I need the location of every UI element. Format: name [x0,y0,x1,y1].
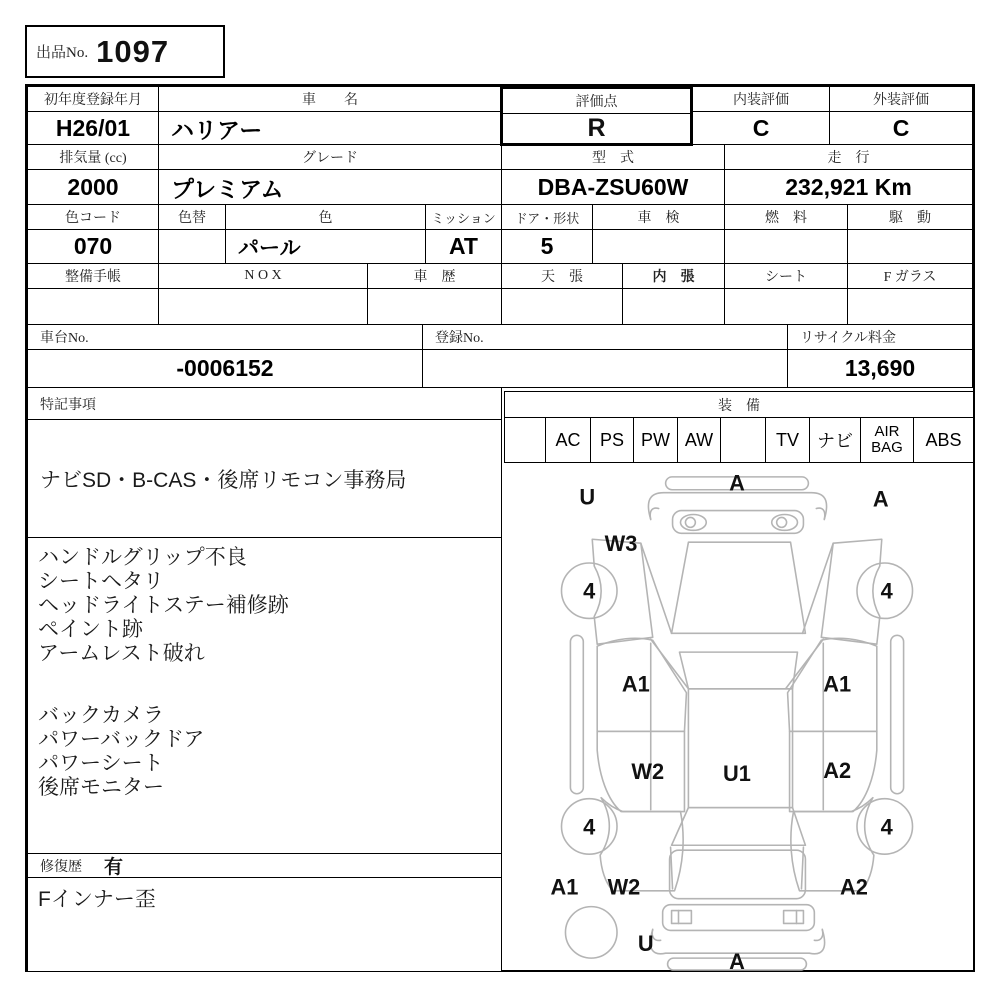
car-damage-diagram [502,463,973,972]
grade-header: グレード [158,144,502,170]
damage-label-wheel-fr: 4 [880,578,893,604]
special-notes-line1: ナビSD・B-CAS・後席リモコン事務局 [27,419,502,538]
fuel-value [724,229,848,264]
nox-value [158,288,368,325]
damage-label-front-left-u: U [579,484,596,510]
doors-header: ドア・形状 [501,204,593,230]
equipment-cell-abs: ABS [913,417,974,463]
damage-label-rear-a: A [729,949,745,972]
issue-item: シートヘタリ [38,570,164,593]
grade-value: プレミアム [158,169,502,205]
reg-no-value [422,349,788,388]
history-header: 車 歴 [367,263,502,289]
right-sill [891,635,904,793]
repair-history-value: 有 [104,857,124,878]
left-sill [570,635,583,793]
model-code-value: DBA-ZSU60W [501,169,725,205]
auction-score-box [500,86,693,146]
drive-value [847,229,973,264]
equipment-cell-sr [504,417,546,463]
doors-value: 5 [501,229,593,264]
damage-label-fender-w3: W3 [604,531,638,557]
service-book-header: 整備手帳 [27,263,159,289]
door-trim-value [622,288,725,325]
equipment-cell-airbag: AIR BAG [860,417,914,463]
damage-label-rear-left-w2: W2 [607,874,641,900]
issue-item: ヘッドライトステー補修跡 [38,594,289,617]
seat-value [724,288,848,325]
inspection-header: 車 検 [592,204,725,230]
front-roof [679,652,797,689]
special-notes-list [27,537,502,854]
model-code-header: 型 式 [501,144,725,170]
headlight-right [772,514,798,530]
damage-label-rear-left-a1: A1 [550,874,579,900]
damage-label-wheel-rr: 4 [880,814,893,840]
notes-spacer [38,666,491,704]
first-reg-value: H26/01 [27,111,159,146]
interior-grade-value: C [691,111,831,146]
lot-number-box [25,25,225,78]
color-change-value [158,229,226,264]
mileage-header: 走 行 [724,144,973,170]
repair-history-row [27,853,502,878]
interior-grade-header: 内装評価 [691,86,831,112]
drive-header: 駆 動 [847,204,973,230]
seat-header: シート [724,263,848,289]
lot-number-label: 出品No. [36,45,89,61]
displacement-value: 2000 [27,169,159,205]
damage-label-rear-right-a2: A2 [840,874,868,900]
score-header: 評価点 [503,89,690,114]
issue-item: パワーシート [38,752,164,775]
fuel-header: 燃 料 [724,204,848,230]
rear-hatch [670,850,806,899]
roof-panel [688,689,792,808]
damage-label-right-rear-a2: A2 [823,757,852,783]
equipment-cell-ps: PS [590,417,634,463]
damage-label-wheel-rl: 4 [583,814,596,840]
equipment-cell-pw: PW [633,417,678,463]
headliner-header: 天 張 [501,263,623,289]
issue-item: 後席モニター [38,776,164,799]
repair-history-label: 修復歴 [40,859,82,875]
damage-label-roof-u1: U1 [723,760,751,786]
transmission-header: ミッション [425,204,502,230]
chassis-no-header: 車台No. [27,324,423,350]
issue-item: バックカメラ [38,704,164,727]
exterior-grade-header: 外装評価 [829,86,973,112]
transmission-value: AT [425,229,502,264]
history-value [367,288,502,325]
chassis-no-value: -0006152 [27,349,423,388]
taillight-right [784,911,804,924]
nox-header: N O X [158,263,368,289]
headliner-value [501,288,623,325]
equipment-cell-ac: AC [545,417,591,463]
issue-item: パワーバックドア [38,728,205,751]
spare-wheel [565,907,617,958]
first-reg-header: 初年度登録年月 [27,86,159,112]
equipment-cell-leather [720,417,766,463]
color-change-header: 色替 [158,204,226,230]
lot-number-value: 1097 [96,33,170,69]
spec-table [25,84,975,972]
exterior-grade-value: C [829,111,973,146]
inspection-value [592,229,725,264]
door-trim-header: 内 張 [622,263,725,289]
headlight-left [680,514,706,530]
damage-label-right-door-a1: A1 [823,671,852,697]
damage-label-front-right-a: A [872,486,889,512]
damage-label-rear-u: U [637,931,654,957]
issue-item: ハンドルグリップ不良 [38,546,247,569]
equipment-cell-navi: ナビ [809,417,861,463]
color-code-value: 070 [27,229,159,264]
damage-label-wheel-fl: 4 [583,578,596,604]
special-notes-header: 特記事項 [27,387,502,420]
color-header: 色 [225,204,426,230]
service-book-value [27,288,159,325]
recycle-fee-header: リサイクル料金 [787,324,973,350]
equipment-header: 装 備 [504,391,974,418]
front-bumper [648,493,826,520]
car-name-header: 車 名 [158,86,502,112]
mileage-value: 232,921 Km [724,169,973,205]
damage-label-left-rear-w2: W2 [631,758,665,784]
car-name-value: ハリアー [158,111,502,146]
equipment-cell-aw: AW [677,417,721,463]
front-glass-value [847,288,973,325]
windshield [672,542,806,633]
recycle-fee-value: 13,690 [787,349,973,388]
issue-item: ペイント跡 [38,618,143,641]
right-front-fender [821,539,881,644]
rear-window [672,808,806,846]
car-outline-svg [502,463,973,972]
repair-detail: Fインナー歪 [27,877,502,972]
front-glass-header: F ガラス [847,263,973,289]
reg-no-header: 登録No. [422,324,788,350]
taillight-left [672,911,692,924]
displacement-header: 排気量 (cc) [27,144,159,170]
score-value: R [587,114,606,142]
damage-label-left-door-a1: A1 [621,671,650,697]
color-code-header: 色コード [27,204,159,230]
issue-item: アームレスト破れ [38,642,205,665]
rear-panel [663,905,815,931]
equipment-cell-tv: TV [765,417,810,463]
damage-label-front-a: A [729,470,745,496]
color-value: パール [225,229,426,264]
